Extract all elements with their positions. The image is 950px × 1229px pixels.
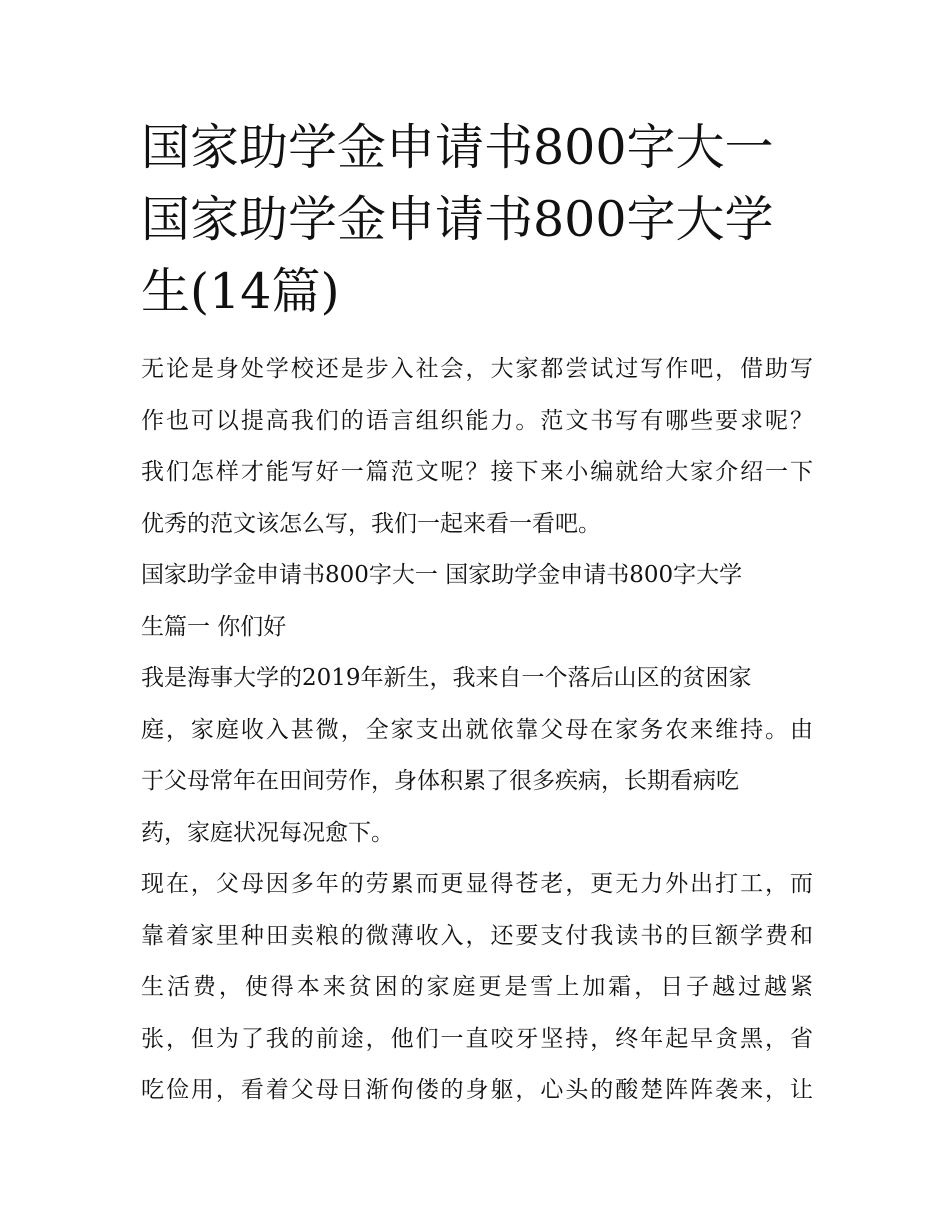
text-line: 靠着家里种田卖粮的微薄收入，还要支付我读书的巨额学费和	[141, 922, 813, 949]
text-line: 作也可以提高我们的语言组织能力。范文书写有哪些要求呢？	[141, 407, 813, 434]
paragraph-self-intro	[141, 653, 813, 859]
text-line: 我们怎样才能写好一篇范文呢？接下来小编就给大家介绍一下	[141, 459, 813, 485]
document-title	[141, 112, 813, 328]
document-page	[141, 112, 813, 1117]
text-line: 优秀的范文该怎么写，我们一起来看一看吧。	[141, 510, 601, 537]
text-line: 现在，父母因多年的劳累而更显得苍老，更无力外出打工，而	[141, 871, 813, 897]
text-line: 于父母常年在田间劳作，身体积累了很多疾病，长期看病吃	[141, 768, 739, 794]
paragraph-family-situation	[141, 859, 813, 1117]
paragraph-section-heading	[141, 550, 813, 653]
title-line-2: 国家助学金申请书800字大学	[141, 191, 774, 248]
paragraph-intro	[141, 344, 813, 550]
text-line: 吃俭用，看着父母日渐佝偻的身躯，心头的酸楚阵阵袭来，让	[141, 1077, 813, 1103]
document-body	[141, 344, 813, 1117]
text-line: 无论是身处学校还是步入社会，大家都尝试过写作吧，借助写	[141, 356, 813, 382]
text-line: 生篇一 你们好	[141, 613, 287, 640]
title-line-3: 生(14篇)	[141, 263, 340, 320]
text-line: 生活费，使得本来贫困的家庭更是雪上加霜，日子越过越紧	[141, 974, 813, 1000]
text-line: 药，家庭状况每况愈下。	[141, 819, 394, 846]
text-line: 庭，家庭收入甚微，全家支出就依靠父母在家务农来维持。由	[141, 716, 813, 743]
text-line: 张，但为了我的前途，他们一直咬牙坚持，终年起早贪黑，省	[141, 1025, 813, 1052]
title-line-1: 国家助学金申请书800字大一	[141, 119, 774, 176]
text-line: 国家助学金申请书800字大一 国家助学金申请书800字大学	[141, 562, 743, 588]
text-line: 我是海事大学的2019年新生，我来自一个落后山区的贫困家	[141, 665, 752, 691]
